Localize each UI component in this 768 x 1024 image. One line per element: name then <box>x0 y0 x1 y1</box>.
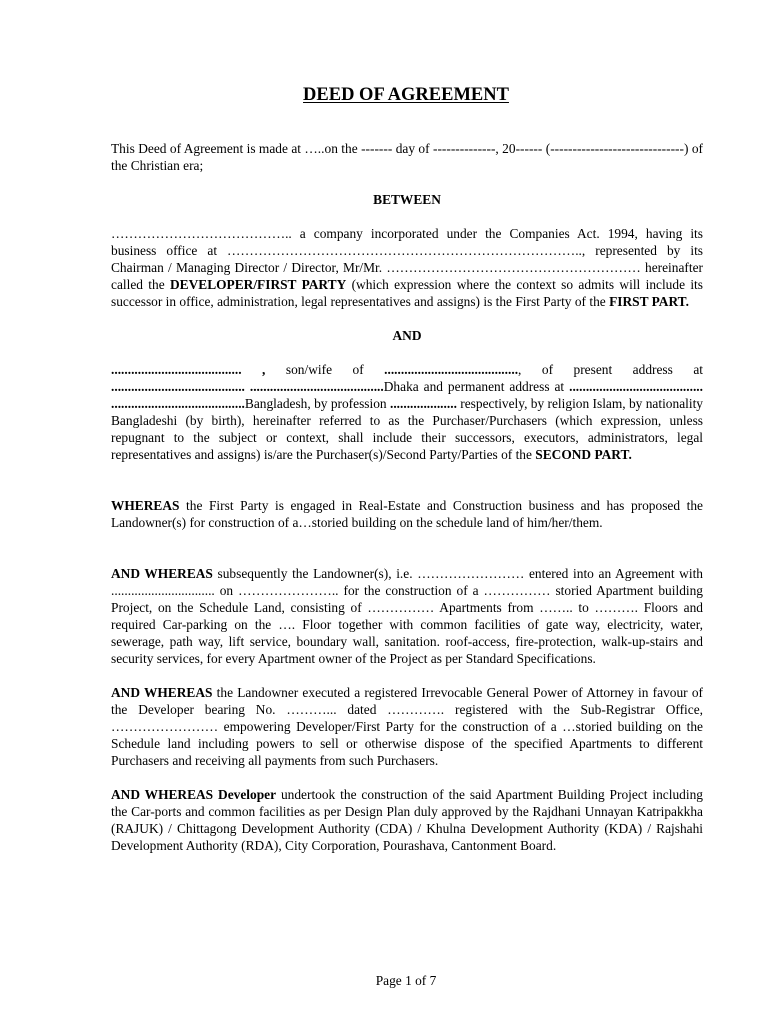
second-party-bold-5: .................... <box>389 396 457 411</box>
whereas-3-bold: AND WHEREAS <box>111 685 213 700</box>
second-party-bold-1: ....................................... , <box>111 362 266 377</box>
whereas-1-bold: WHEREAS <box>111 498 180 513</box>
second-party-bold-4: ........................................ ........................................ <box>111 379 703 411</box>
second-party-paragraph <box>111 361 703 463</box>
second-party-text-3: Dhaka and permanent address at <box>383 379 570 394</box>
first-party-text-2: (which expression where the context so admits will include its successor in office, administration, legal representatives and assigns) is the First Party of the <box>111 277 703 309</box>
between-heading: BETWEEN <box>373 192 441 207</box>
second-party-bold-6: SECOND PART. <box>535 447 632 462</box>
whereas-paragraph-1 <box>111 497 703 531</box>
first-party-bold-2: FIRST PART. <box>609 294 689 309</box>
whereas-1-text: the First Party is engaged in Real-Estate and Construction business and has proposed the Landowner(s) for construction of a…storied building on the schedule land of him/her/them. <box>111 498 703 530</box>
first-party-paragraph <box>111 225 703 310</box>
whereas-3-text: the Landowner executed a registered Irrevocable General Power of Attorney in favour of the Developer bearing No. ………... dated …………. registered with the Sub-Registrar Office, …………………… empowering Developer/First Party for the construction of a …storied building on the Schedule land including powers to sell or otherwise dispose of the specified Apartments to different Purchasers and receiving all payments from such Purchasers. <box>111 685 703 768</box>
whereas-2-text: subsequently the Landowner(s), i.e. …………………… entered into an Agreement with ............................... on ………………….. for the construction of a …………… storied Apartment building Project, on the Schedule Land, consisting of …………… Apartments from …….. to ………. Floors and required Car-parking on the …. Floor together with common facilities of gate way, electricity, water, sewerage, path way, lift service, boundary wall, sanitation. roof-access, fire-protection, walk-up-stairs and security services, for every Apartment owner of the Project as per Standard Specifications. <box>111 566 703 666</box>
whereas-paragraph-4 <box>111 786 703 854</box>
first-party-bold-1: DEVELOPER/FIRST PARTY <box>170 277 347 292</box>
second-party-bold-2: ........................................ <box>384 362 519 377</box>
whereas-paragraph-2 <box>111 565 703 667</box>
second-party-text-5: respectively, by religion Islam, by nationality Bangladeshi (by birth), hereinafter referred to as the Purchaser/Purchasers (which expression, unless repugnant to the subject or context, shall include their successors, executors, administrators, legal representatives and assigns) is/are the Purchaser(s)/Second Party/Parties of the <box>111 396 703 462</box>
page-number-footer: Page 1 of 7 <box>375 973 437 988</box>
whereas-paragraph-3 <box>111 684 703 769</box>
whereas-4-text: undertook the construction of the said Apartment Building Project including the Car-ports and common facilities as per Design Plan duly approved by the Rajdhani Unnayan Katripakkha (RAJUK) / Chittagong Development Authority (CDA) / Khulna Development Authority (KDA) / Rajshahi Development Authority (RDA), City Corporation, Pourashava, Cantonment Board. <box>111 787 703 853</box>
document-title: DEED OF AGREEMENT <box>303 85 509 105</box>
second-party-text-1: son/wife of <box>265 362 385 377</box>
and-heading: AND <box>392 328 422 343</box>
intro-paragraph: This Deed of Agreement is made at …..on the ------- day of --------------, 20------ (------------------------------) of the Christian era; <box>111 141 703 173</box>
second-party-text-4: Bangladesh, by profession <box>244 396 390 411</box>
whereas-4-bold: AND WHEREAS Developer <box>111 787 277 802</box>
second-party-bold-3: ........................................ ........................................ <box>111 379 384 394</box>
document-body <box>111 140 703 854</box>
first-party-text-1: ………………………………….. a company incorporated under the Companies Act. 1994, having its business office at …………………………………………………………………….., represented by its Chairman / Managing Director / Director, Mr/Mr. ………………………………………………… hereinafter called the <box>111 226 703 292</box>
whereas-2-bold: AND WHEREAS <box>111 566 213 581</box>
second-party-text-2: , of present address at <box>518 362 703 377</box>
